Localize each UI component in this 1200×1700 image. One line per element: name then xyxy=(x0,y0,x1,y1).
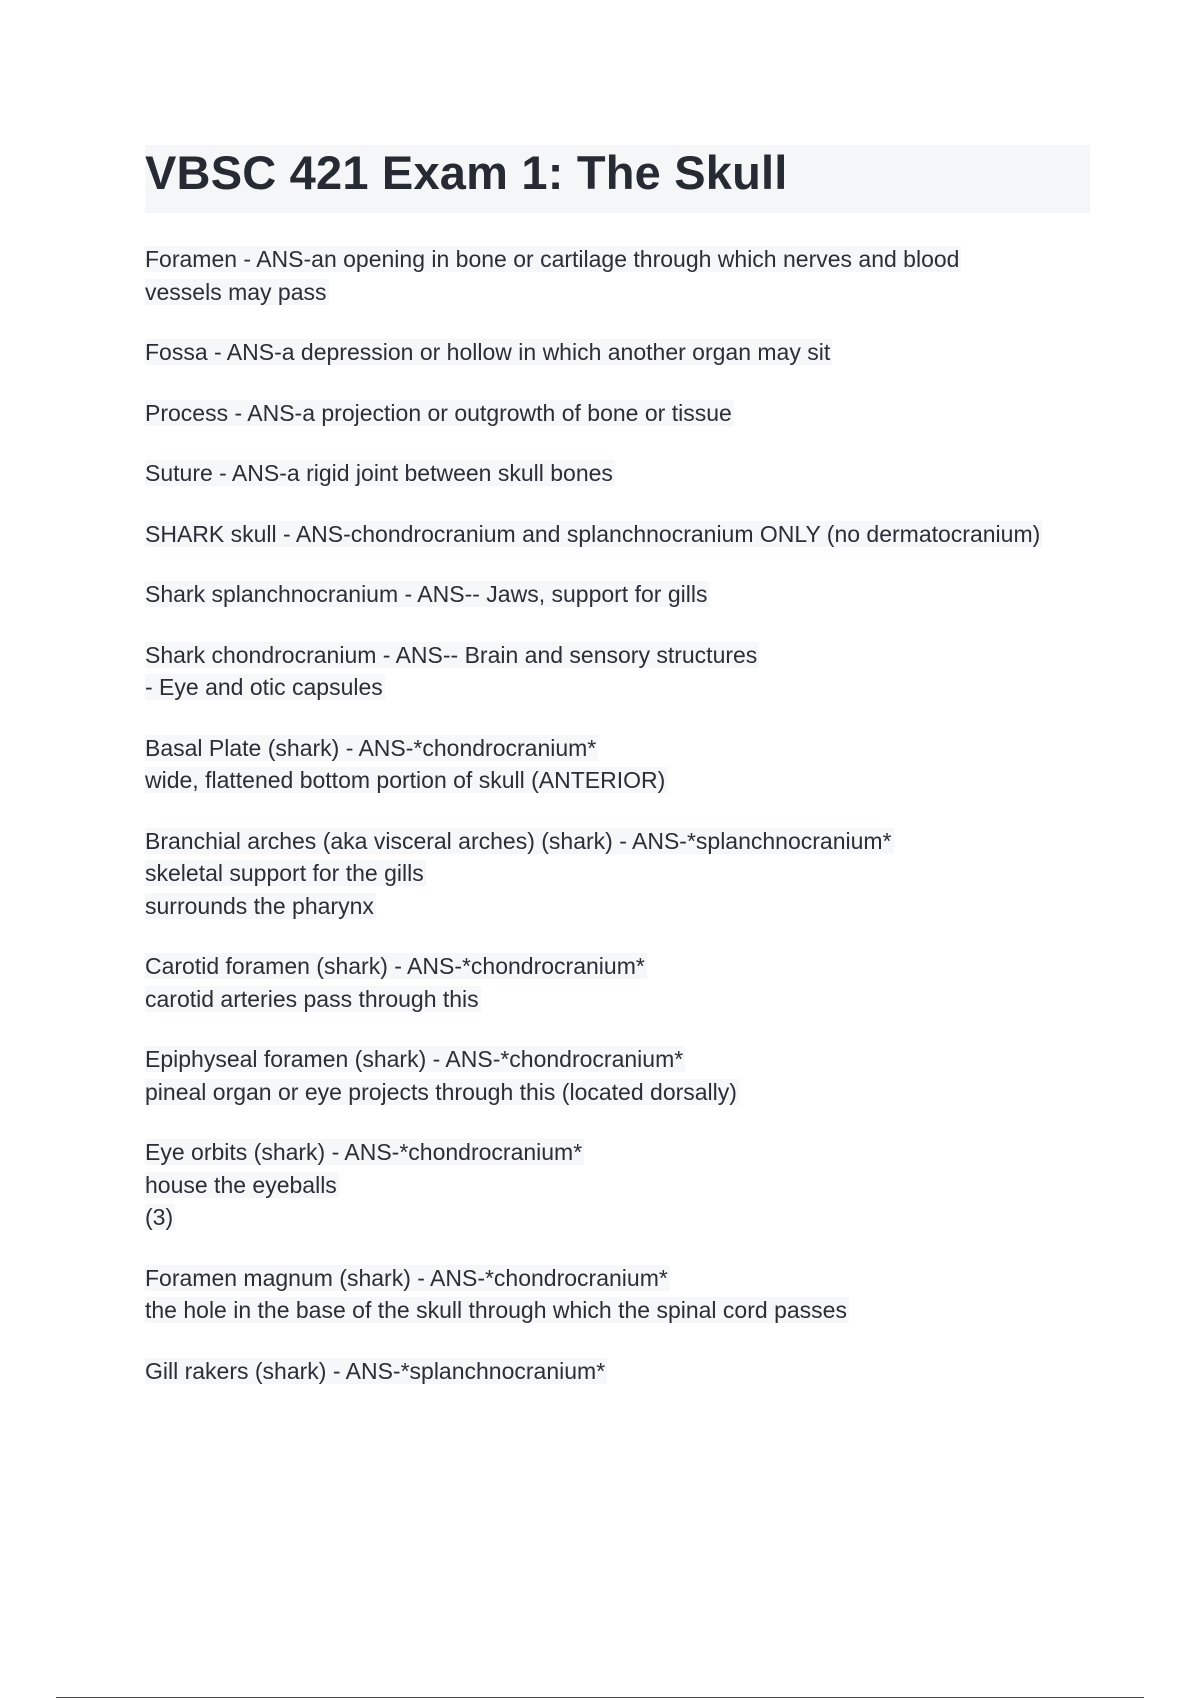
term-line: Foramen - ANS-an opening in bone or cartilage through which nerves and blood xyxy=(145,246,960,272)
term-line: Carotid foramen (shark) - ANS-*chondrocranium* xyxy=(145,953,645,979)
term-line: Gill rakers (shark) - ANS-*splanchnocranium* xyxy=(145,1357,606,1384)
page-bottom-rule xyxy=(56,1697,1144,1698)
page-title: VBSC 421 Exam 1: The Skull xyxy=(145,146,788,199)
term-entry-epiphyseal-foramen xyxy=(145,1043,1095,1108)
term-entry-branchial-arches xyxy=(145,825,1095,923)
term-line: wide, flattened bottom portion of skull (ANTERIOR) xyxy=(145,767,666,793)
term-entry-foramen xyxy=(145,243,1095,308)
term-entry-process xyxy=(145,397,1095,430)
term-line: (3) xyxy=(145,1204,174,1230)
term-line: Foramen magnum (shark) - ANS-*chondrocranium* xyxy=(145,1264,668,1291)
term-line: SHARK skull - ANS-chondrocranium and splanchnocranium ONLY (no dermatocranium) xyxy=(145,520,1041,547)
term-line: Fossa - ANS-a depression or hollow in which another organ may sit xyxy=(145,339,831,365)
term-line: Process - ANS-a projection or outgrowth of bone or tissue xyxy=(145,399,732,426)
term-line: Suture - ANS-a rigid joint between skull bones xyxy=(145,460,613,486)
term-entry-basal-plate xyxy=(145,732,1095,797)
term-line: skeletal support for the gills xyxy=(145,860,424,886)
term-entry-gill-rakers xyxy=(145,1355,1095,1388)
term-line: Eye orbits (shark) - ANS-*chondrocranium* xyxy=(145,1139,583,1165)
term-entry-fossa xyxy=(145,336,1095,369)
term-line: Basal Plate (shark) - ANS-*chondrocranium* xyxy=(145,734,597,761)
term-line: carotid arteries pass through this xyxy=(145,985,479,1012)
term-entry-shark-skull xyxy=(145,518,1095,551)
term-list xyxy=(145,243,1095,1415)
term-line: Branchial arches (aka visceral arches) (shark) - ANS-*splanchnocranium* xyxy=(145,827,892,854)
term-line: the hole in the base of the skull through which the spinal cord passes xyxy=(145,1297,847,1323)
term-line: Shark chondrocranium - ANS-- Brain and sensory structures xyxy=(145,641,758,668)
term-line: surrounds the pharynx xyxy=(145,892,374,919)
term-entry-shark-chondrocranium xyxy=(145,639,1095,704)
term-entry-carotid-foramen xyxy=(145,950,1095,1015)
term-line: pineal organ or eye projects through this (located dorsally) xyxy=(145,1078,737,1105)
term-line: vessels may pass xyxy=(145,278,327,305)
term-line: Shark splanchnocranium - ANS-- Jaws, support for gills xyxy=(145,581,708,607)
term-line: - Eye and otic capsules xyxy=(145,674,383,700)
term-line: Epiphyseal foramen (shark) - ANS-*chondrocranium* xyxy=(145,1046,684,1072)
term-line: house the eyeballs xyxy=(145,1171,337,1198)
term-entry-foramen-magnum xyxy=(145,1262,1095,1327)
term-entry-eye-orbits xyxy=(145,1136,1095,1234)
term-entry-shark-splanchnocranium xyxy=(145,578,1095,611)
term-entry-suture xyxy=(145,457,1095,490)
